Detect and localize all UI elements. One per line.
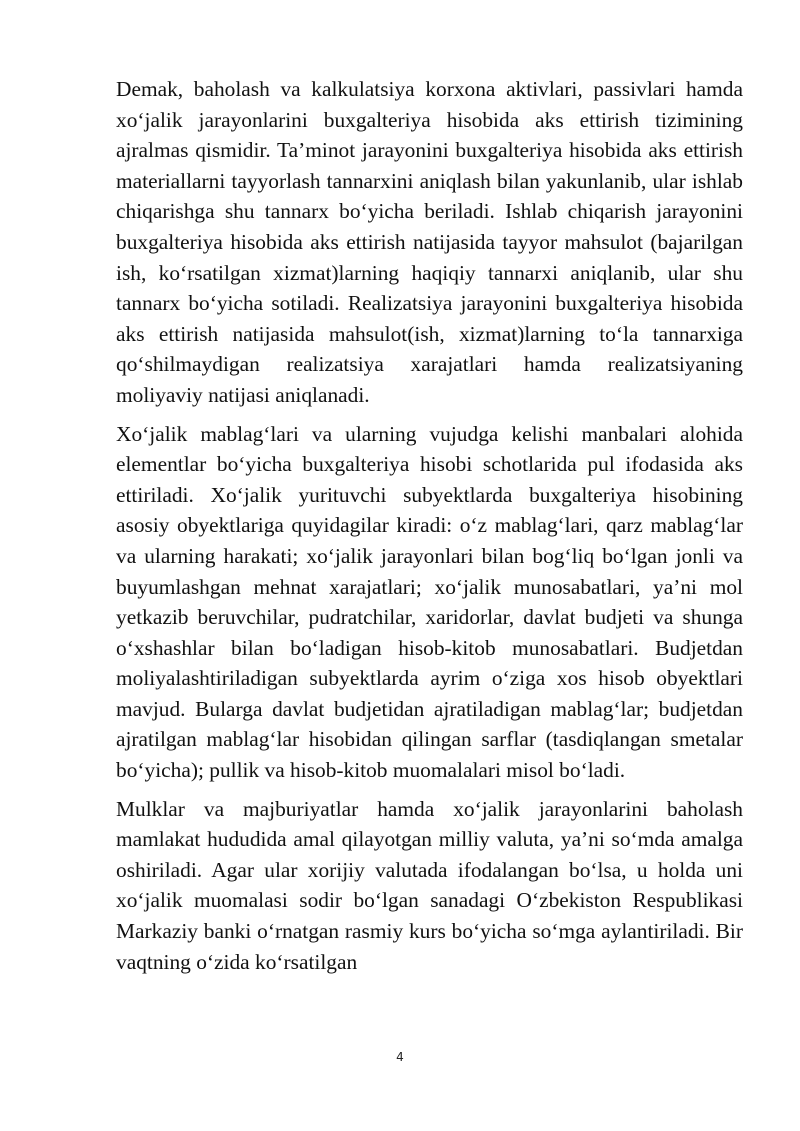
paragraph-2: Xo‘jalik mablag‘lari va ularning vujudga kelishi manbalari alohida elementlar bo‘yicha buxgalteriya hisobi schotlarida pul ifodasida aks ettiriladi. Xo‘jalik yurituvchi subyektlarda buxgalteriya hisobining asosiy obyektlariga quyidagilar kiradi: o‘z mablag‘lari, qarz mablag‘lar va ularning harakati; xo‘jalik jarayonlari bilan bog‘liq bo‘lgan jonli va buyumlashgan mehnat xarajatlari; xo‘jalik munosabatlari, ya’ni mol yetkazib beruvchilar, pudratchilar, xaridorlar, davlat budjeti va shunga o‘xshashlar bilan bo‘ladigan hisob-kitob munosabatlari. Budjetdan moliyalashtiriladigan subyektlarda ayrim o‘ziga xos hisob obyektlari mavjud. Bularga davlat budjetidan ajratiladigan mablag‘lar; budjetdan ajratilgan mablag‘lar hisobidan qilingan sarflar (tasdiqlangan smetalar bo‘yicha); pullik va hisob-kitob muomalalari misol bo‘ladi. [116,421,743,783]
document-body [116,74,743,985]
page-number: 4 [396,1050,404,1064]
paragraph-1: Demak, baholash va kalkulatsiya korxona aktivlari, passivlari hamda xo‘jalik jarayonlarini buxgalteriya hisobida aks ettirish tizimining ajralmas qismidir. Ta’minot jarayonini buxgalteriya hisobida aks ettirish materiallarni tayyorlash tannarxini aniqlash bilan yakunlanib, ular ishlab chiqarishga shu tannarx bo‘yicha beriladi. Ishlab chiqarish jarayonini buxgalteriya hisobida aks ettirish natijasida tayyor mahsulot (bajarilgan ish, ko‘rsatilgan xizmat)larning haqiqiy tannarxi aniqlanib, ular shu tannarx bo‘yicha sotiladi. Realizatsiya jarayonini buxgalteriya hisobida aks ettirish natijasida mahsulot(ish, xizmat)larning to‘la tannarxiga qo‘shilmaydigan realizatsiya xarajatlari hamda realizatsiyaning moliyaviy natijasi aniqlanadi. [116,77,743,407]
paragraph-3: Mulklar va majburiyatlar hamda xo‘jalik jarayonlarini baholash mamlakat hududida amal qilayotgan milliy valuta, ya’ni so‘mda amalga oshiriladi. Agar ular xorijiy valutada ifodalangan bo‘lsa, u holda uni xo‘jalik muomalasi sodir bo‘lgan sanadagi O‘zbekiston Respublikasi Markaziy banki o‘rnatgan rasmiy kurs bo‘yicha so‘mga aylantiriladi. Bir vaqtning o‘zida ko‘rsatilgan [116,796,743,974]
